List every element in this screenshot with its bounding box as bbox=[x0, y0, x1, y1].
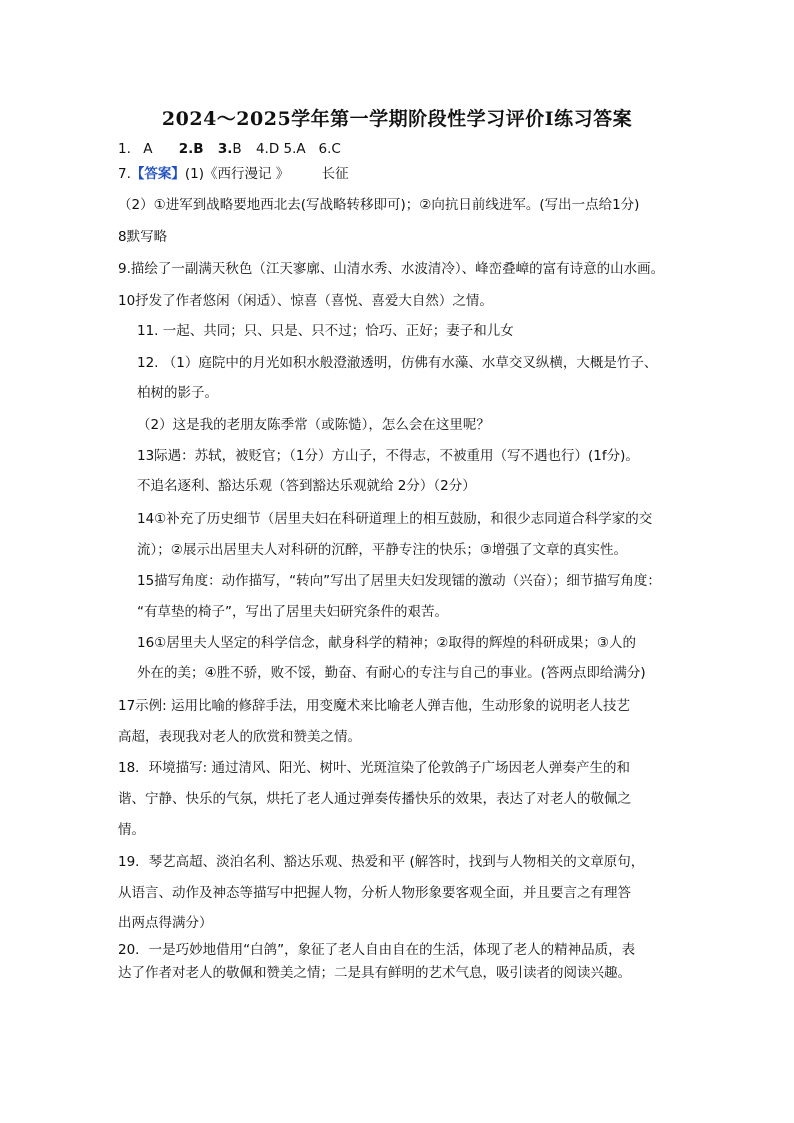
q19-line-b: 从语言、动作及神态等描写中把握人物，分析人物形象要客观全面，并且要言之有理答 bbox=[118, 885, 631, 901]
q12-part2: （2）这是我的老朋友陈季常（或陈慥），怎么会在这里呢？ bbox=[137, 417, 490, 433]
q7-number: 7. bbox=[118, 166, 131, 182]
q7-part2: （2）①进军到战略要地西北去(写战略转移即可)；②向抗日前线进军。(写出一点给1分) bbox=[118, 197, 640, 213]
q12-line-b: 柏树的影子。 bbox=[137, 385, 218, 401]
document-title: 2024～2025学年第一学期阶段性学习评价Ⅰ练习答案 bbox=[161, 108, 633, 130]
q3-number: 3. bbox=[217, 141, 233, 157]
q14-line-a: 14①补充了历史细节（居里夫妇在科研道理上的相互鼓励，和很少志同道合科学家的交 bbox=[137, 511, 653, 527]
q20-line-b: 达了作者对老人的敬佩和赞美之情；二是具有鲜明的艺术气息，吸引读者的阅读兴趣。 bbox=[118, 965, 631, 981]
q4-6-answers: 4.D 5.A 6.C bbox=[255, 141, 341, 157]
q7-part1: (1)《西行漫记 》 bbox=[184, 166, 290, 182]
q18-line-a: 18．环境描写: 通过清风、阳光、树叶、光斑渲染了伦敦鸽子广场因老人弹奏产生的和 bbox=[118, 760, 631, 776]
q9-line: 9.描绘了一副满天秋色（江天寥廓、山清水秀、水波清冷）、峰峦叠嶂的富有诗意的山水画。 bbox=[118, 261, 665, 277]
q8-line: 8默写略 bbox=[118, 229, 168, 245]
q7-line bbox=[118, 165, 349, 183]
q10-line: 10抒发了作者悠闲（闲适）、惊喜（喜悦、喜爱大自然）之情。 bbox=[118, 293, 493, 309]
q1-number: 1. bbox=[118, 141, 131, 157]
q18-line-c: 情。 bbox=[118, 822, 145, 838]
q18-line-b: 谐、宁静、快乐的气氛，烘托了老人通过弹奏传播快乐的效果，表达了对老人的敬佩之 bbox=[118, 791, 631, 807]
q7-part1b: 长征 bbox=[321, 166, 349, 182]
q11-line: 11. 一起、共同；只、只是、只不过；恰巧、正好；妻子和儿女 bbox=[137, 323, 514, 339]
q20-line-a: 20．一是巧妙地借用“白鸽”，象征了老人自由自在的生活，体现了老人的精神品质，表 bbox=[118, 942, 636, 958]
q19-line-a: 19．琴艺高超、淡泊名利、豁达乐观、热爱和平 (解答时，找到与人物相关的文章原句， bbox=[118, 854, 645, 870]
q15-line-a: 15描写角度：动作描写，“转向”写出了居里夫妇发现镭的激动（兴奋）；细节描写角度： bbox=[137, 573, 661, 589]
q16-line-a: 16①居里夫人坚定的科学信念，献身科学的精神；②取得的辉煌的科研成果；③人的 bbox=[137, 635, 636, 651]
q13-line-a: 13际遇：苏轼，被贬官；（1分）方山子，不得志，不被重用（写不遇也行）(1f分)。 bbox=[137, 448, 639, 464]
answer-tag: 【答案】 bbox=[130, 166, 185, 182]
q13-line-b: 不追名逐利、豁达乐观（答到豁达乐观就给 2分）（2分） bbox=[137, 478, 476, 494]
answers-1-6 bbox=[118, 140, 341, 158]
q17-line-a: 17示例: 运用比喻的修辞手法，用变魔术来比喻老人弹吉他，生动形象的说明老人技艺 bbox=[118, 698, 631, 714]
q12-line-a: 12. （1）庭院中的月光如积水般澄澈透明，仿佛有水藻、水草交叉纵横，大概是竹子、 bbox=[137, 355, 658, 371]
q15-line-b: “有草垫的椅子”，写出了居里夫妇研究条件的艰苦。 bbox=[137, 604, 448, 620]
q17-line-b: 高超，表现我对老人的欣赏和赞美之情。 bbox=[118, 729, 361, 745]
q14-line-b: 流）；②展示出居里夫人对科研的沉醉，平静专注的快乐；③增强了文章的真实性。 bbox=[137, 542, 627, 558]
q16-line-b: 外在的美；④胜不骄，败不馁，勤奋、有耐心的专注与自己的事业。(答两点即给满分) bbox=[137, 665, 646, 681]
q3-answer: B bbox=[232, 141, 242, 157]
q1-answer: A bbox=[143, 141, 153, 157]
q19-line-c: 出两点得满分） bbox=[118, 915, 213, 931]
q2-answer: 2.B bbox=[178, 141, 204, 157]
